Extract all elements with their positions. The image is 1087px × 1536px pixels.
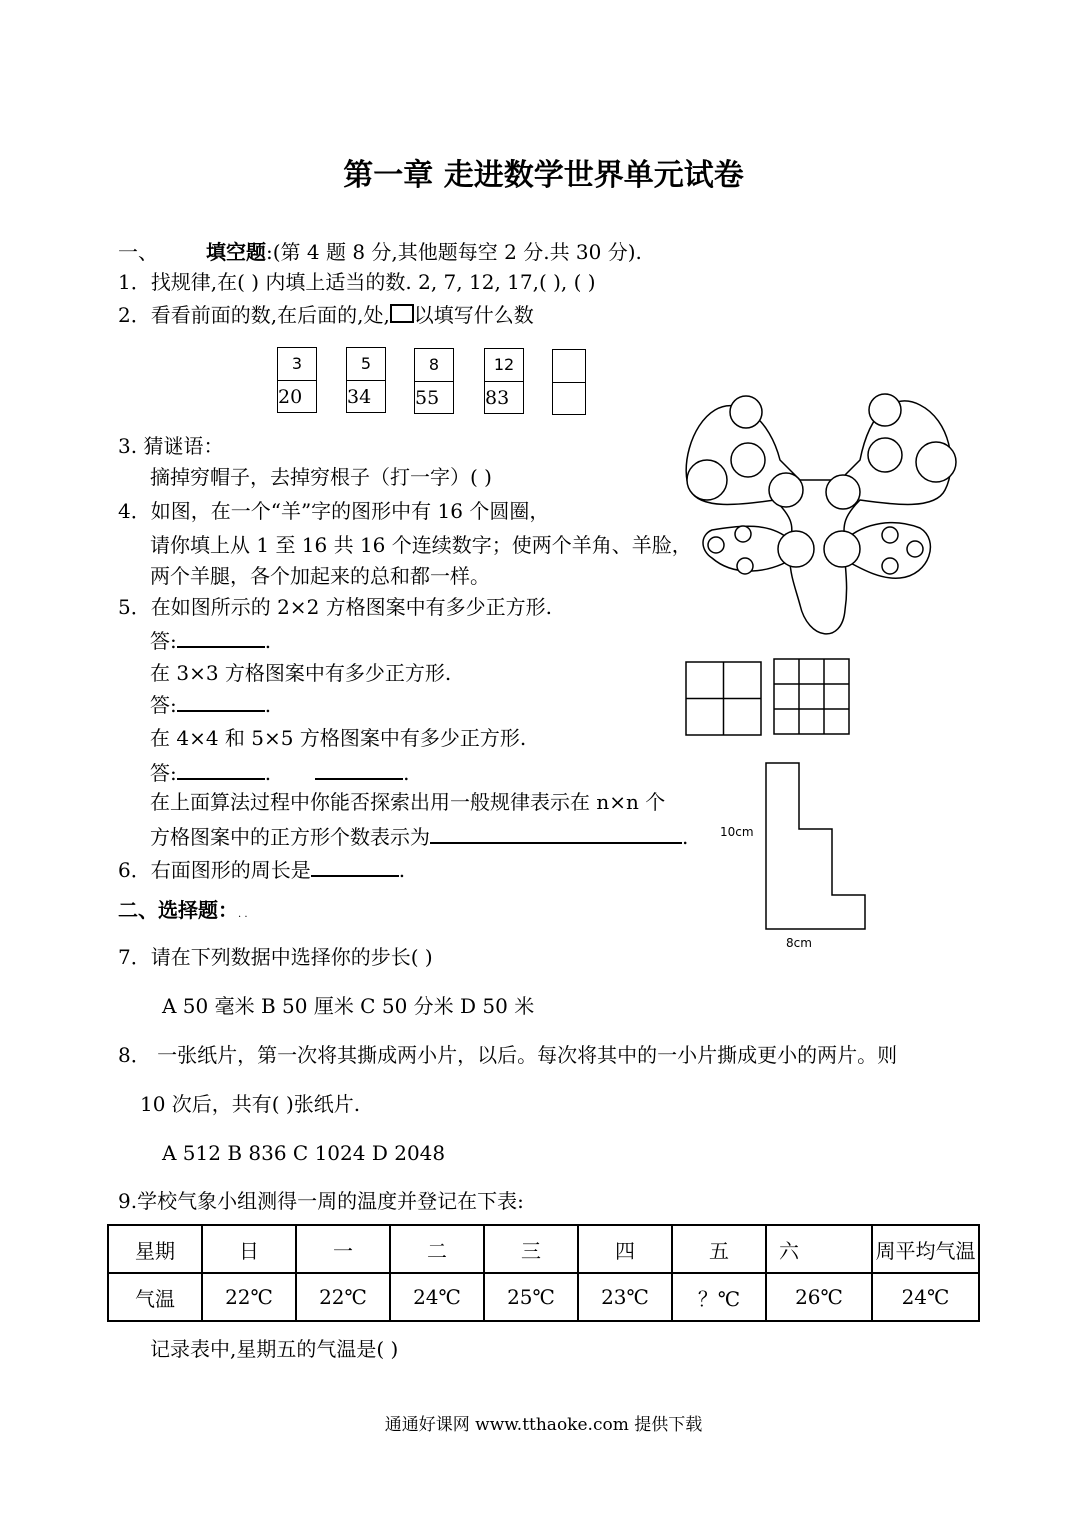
question-2-text-before: 2．看看前面的数,在后面的,处, — [118, 303, 390, 327]
question-5-line-2: 在 3×3 方格图案中有多少正方形. — [150, 661, 452, 685]
section2-dots: . . — [238, 909, 248, 920]
question-9-question: 记录表中,星期五的气温是( ) — [150, 1337, 399, 1361]
section1-title: 填空题 — [206, 240, 266, 264]
table-row — [108, 1273, 979, 1321]
section1-label: 一、 — [118, 240, 158, 264]
question-4-line-3: 两个羊腿，各个加起来的总和都一样。 — [150, 564, 490, 588]
number-box-1 — [277, 347, 317, 413]
box-top-value: 3 — [278, 348, 316, 381]
question-5-answer-1 — [150, 628, 271, 653]
question-5-line-4: 在上面算法过程中你能否探索出用一般规律表示在 n×n 个 — [150, 790, 666, 814]
grid-2x2-figure — [685, 661, 763, 737]
answer-blank[interactable] — [177, 692, 265, 712]
table-cell: 四 — [578, 1225, 672, 1273]
table-cell: 星期 — [108, 1225, 202, 1273]
table-row — [108, 1225, 979, 1273]
period: . — [264, 693, 272, 717]
question-5-answer-2 — [150, 692, 271, 717]
table-cell: 23℃ — [578, 1273, 672, 1321]
box-top-value: 8 — [415, 349, 453, 382]
question-5-line-5 — [150, 824, 688, 849]
table-cell: 三 — [484, 1225, 578, 1273]
question-2 — [118, 303, 534, 327]
small-box-icon — [390, 304, 414, 323]
question-7-options: A 50 毫米 B 50 厘米 C 50 分米 D 50 米 — [162, 994, 535, 1018]
number-box-3 — [414, 348, 454, 414]
question-2-text-after: 以填写什么数 — [413, 303, 534, 327]
question-5-line-5-text: 方格图案中的正方形个数表示为 — [150, 825, 430, 849]
table-cell: 周平均气温 — [872, 1225, 979, 1273]
question-5-answer-3 — [150, 760, 409, 785]
question-6-text: 6．右面图形的周长是 — [118, 858, 311, 882]
page-footer: 通通好课网 www.tthaoke.com 提供下载 — [384, 1415, 703, 1435]
question-9: 9.学校气象小组测得一周的温度并登记在下表: — [118, 1189, 524, 1213]
sheep-circles-figure — [680, 385, 960, 645]
section2-heading — [118, 898, 248, 927]
question-3-title: 3. 猜谜语： — [118, 434, 224, 458]
section2-title: 二、选择题： — [118, 898, 238, 922]
question-8-line-2: 10 次后，共有( )张纸片. — [140, 1092, 361, 1116]
period: . — [403, 761, 410, 785]
number-box-empty[interactable] — [552, 349, 586, 415]
question-4-line-2: 请你填上从 1 至 16 共 16 个连续数字；使两个羊角、羊脸， — [150, 533, 692, 557]
stair-shape-figure — [765, 762, 869, 932]
page-title: 第一章 走进数学世界单元试卷 — [343, 158, 744, 193]
question-7: 7．请在下列数据中选择你的步长( ) — [118, 945, 433, 969]
box-top-value: 5 — [347, 348, 385, 381]
question-6 — [118, 857, 405, 882]
box-bottom-value: 20 — [278, 386, 303, 408]
box-top-value — [553, 350, 585, 383]
answer-blank[interactable] — [177, 628, 265, 648]
answer-blank[interactable] — [315, 760, 403, 780]
period: . — [264, 629, 272, 653]
question-4-line-1: 4．如图，在一个“羊”字的图形中有 16 个圆圈， — [118, 499, 550, 523]
question-8-options: A 512 B 836 C 1024 D 2048 — [162, 1141, 446, 1165]
figure-height-label: 10cm — [720, 825, 754, 839]
table-cell: 24℃ — [390, 1273, 484, 1321]
table-cell: 二 — [390, 1225, 484, 1273]
perimeter-blank[interactable] — [311, 857, 399, 877]
box-bottom-value: 55 — [415, 387, 440, 409]
box-bottom-value: 83 — [485, 387, 510, 409]
sheep-circles — [687, 394, 956, 574]
section1-note: :(第 4 题 8 分,其他题每空 2 分.共 30 分). — [266, 240, 642, 264]
table-cell: ？℃ — [672, 1273, 766, 1321]
formula-blank[interactable] — [430, 824, 682, 844]
box-bottom-value: 34 — [347, 386, 372, 408]
temperature-table — [107, 1224, 980, 1322]
table-cell: 六 — [766, 1225, 872, 1273]
grid-3x3-figure — [773, 658, 851, 736]
table-cell: 26℃ — [766, 1273, 872, 1321]
table-cell: 五 — [672, 1225, 766, 1273]
table-cell: 25℃ — [484, 1273, 578, 1321]
table-cell: 22℃ — [202, 1273, 296, 1321]
answer-blank[interactable] — [177, 760, 265, 780]
table-cell: 一 — [296, 1225, 390, 1273]
question-3-text: 摘掉穷帽子，去掉穷根子（打一字）( ) — [150, 465, 492, 489]
table-cell: 气温 — [108, 1273, 202, 1321]
question-5-line-3: 在 4×4 和 5×5 方格图案中有多少正方形. — [150, 726, 527, 750]
section1-heading — [118, 240, 642, 264]
period: . — [398, 858, 406, 882]
answer-label: 答: — [150, 693, 177, 717]
question-1: 1．找规律,在( ) 内填上适当的数. 2, 7, 12, 17,( ), ( ) — [118, 270, 596, 294]
number-box-2 — [346, 347, 386, 413]
question-5-line-1: 5．在如图所示的 2×2 方格图案中有多少正方形. — [118, 595, 553, 619]
answer-label: 答: — [150, 629, 177, 653]
table-cell: 日 — [202, 1225, 296, 1273]
question-8-line-1: 8． 一张纸片，第一次将其撕成两小片，以后。每次将其中的一小片撕成更小的两片。则 — [118, 1043, 898, 1067]
period: . — [264, 761, 272, 785]
table-cell: 24℃ — [872, 1273, 979, 1321]
figure-width-label: 8cm — [786, 936, 812, 950]
table-cell: 22℃ — [296, 1273, 390, 1321]
box-top-value: 12 — [485, 349, 523, 382]
answer-label: 答: — [150, 761, 177, 785]
number-box-4 — [484, 348, 524, 414]
period: . — [682, 825, 689, 849]
